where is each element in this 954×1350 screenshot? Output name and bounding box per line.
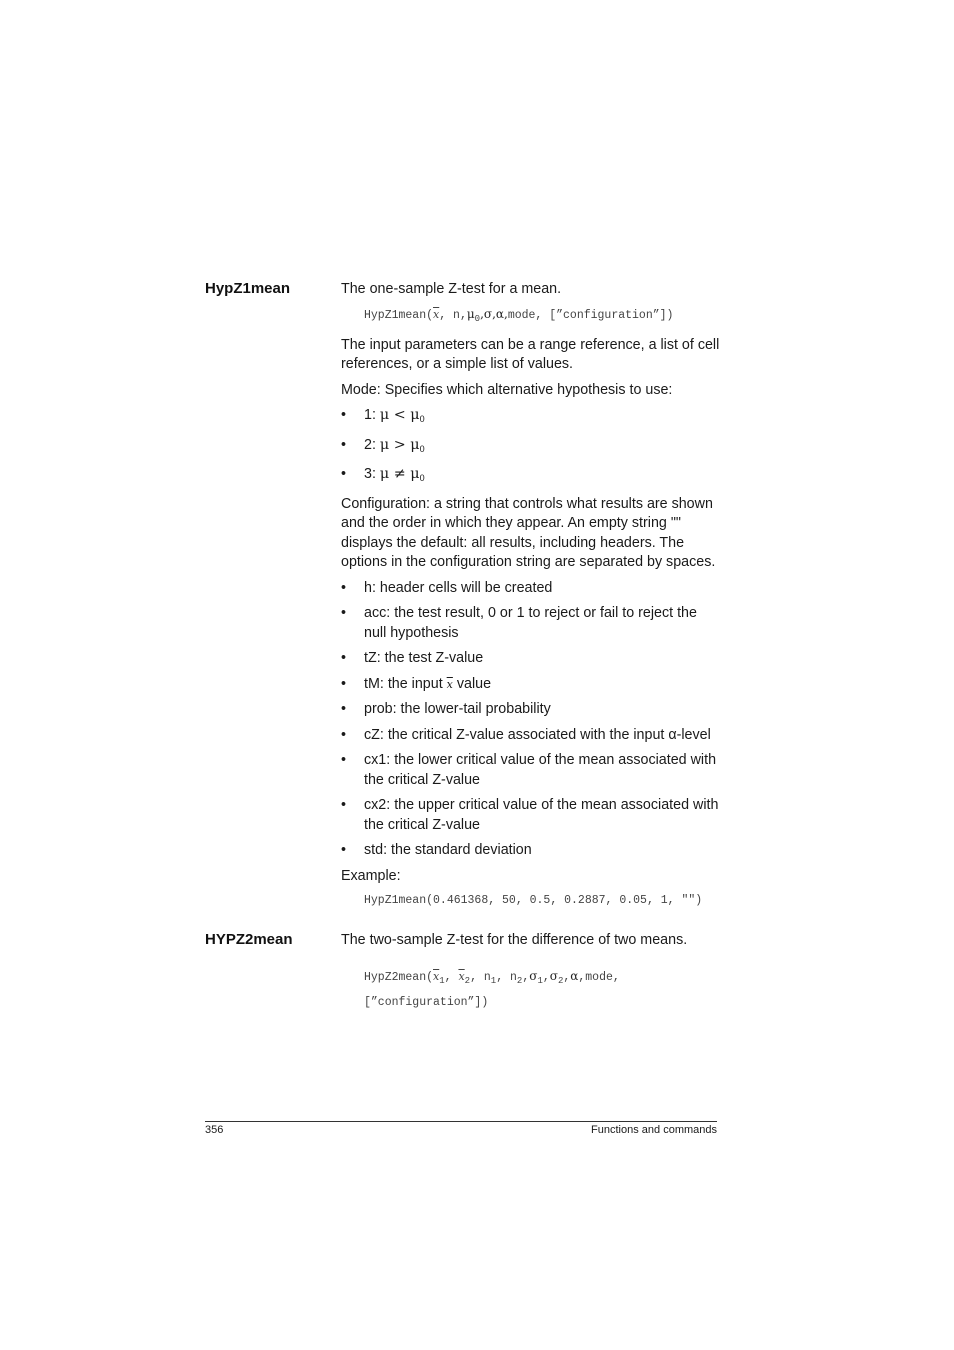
running-title: Functions and commands [591, 1124, 717, 1136]
options-list [341, 579, 721, 861]
xbar-symbol: $\overline{x}$ [458, 969, 465, 983]
mode-text: Mode: Specifies which alternative hypothesis to use: [341, 381, 673, 398]
list-item: • 2: $\mu > \mu_0$ [341, 436, 425, 454]
list-item: • h: header cells will be created [341, 579, 553, 596]
list-item: • cx2: the upper critical value of the mean associated with the critical Z-value [341, 797, 719, 833]
mode-list [341, 406, 721, 489]
list-item: • tM: the input $\overline{x}$ value [341, 675, 492, 692]
params-text: The input parameters can be a range reference, a list of cell references, or a simple list of values. [341, 336, 720, 372]
list-item: • 3: $\mu \ne \mu_0$ [341, 466, 425, 483]
entry-term: HypZ1mean [205, 280, 291, 297]
xbar-symbol: $\overline{x}$ [446, 677, 453, 691]
entry-body [341, 280, 721, 909]
xbar-symbol: $\overline{x}$ [433, 307, 440, 321]
footer-rule [205, 1121, 717, 1122]
entry-intro: The one-sample Z-test for a mean. [341, 281, 562, 297]
syntax-line: $HypZ2mean(\overline{x}_1$, $\overline{x}_2$, $n_1$, $n_2,\sigma_1,\sigma_2,\alpha,mode$, [”configuration”]) [364, 968, 620, 1009]
list-item: • tZ: the test Z-value [341, 650, 484, 666]
list-item: • cZ: the critical Z-value associated with the input α-level [341, 726, 711, 743]
list-item: • cx1: the lower critical value of the mean associated with the critical Z-value [341, 752, 717, 788]
list-item: • 1: $\mu < \mu_0$ [341, 407, 425, 424]
list-item: • acc: the test result, 0 or 1 to reject or fail to reject the null hypothesis [341, 605, 697, 641]
page-number: 356 [205, 1124, 224, 1136]
entry-intro: The two-sample Z-test for the difference of two means. [341, 932, 688, 948]
example-label: Example: [341, 867, 401, 884]
xbar-symbol: $\overline{x}$ [433, 969, 440, 983]
entry-body [341, 931, 721, 1014]
list-item: • prob: the lower-tail probability [341, 701, 551, 717]
config-text: Configuration: a string that controls what results are shown and the order in which they appear. An empty string "" displays the default: all results, including headers. The options in the configuration string are separated by spaces. [341, 495, 716, 570]
example-code: HypZ1mean(0.461368, 50, 0.5, 0.2887, 0.05, 1, "") [364, 894, 703, 907]
list-item: • std: the standard deviation [341, 842, 532, 858]
entry-term: HYPZ2mean [205, 931, 293, 948]
syntax-line: $HypZ1mean(\overline{x}$, $n,\mu_0,\sigma,\alpha,mode$, [”configuration”]) [364, 306, 674, 324]
